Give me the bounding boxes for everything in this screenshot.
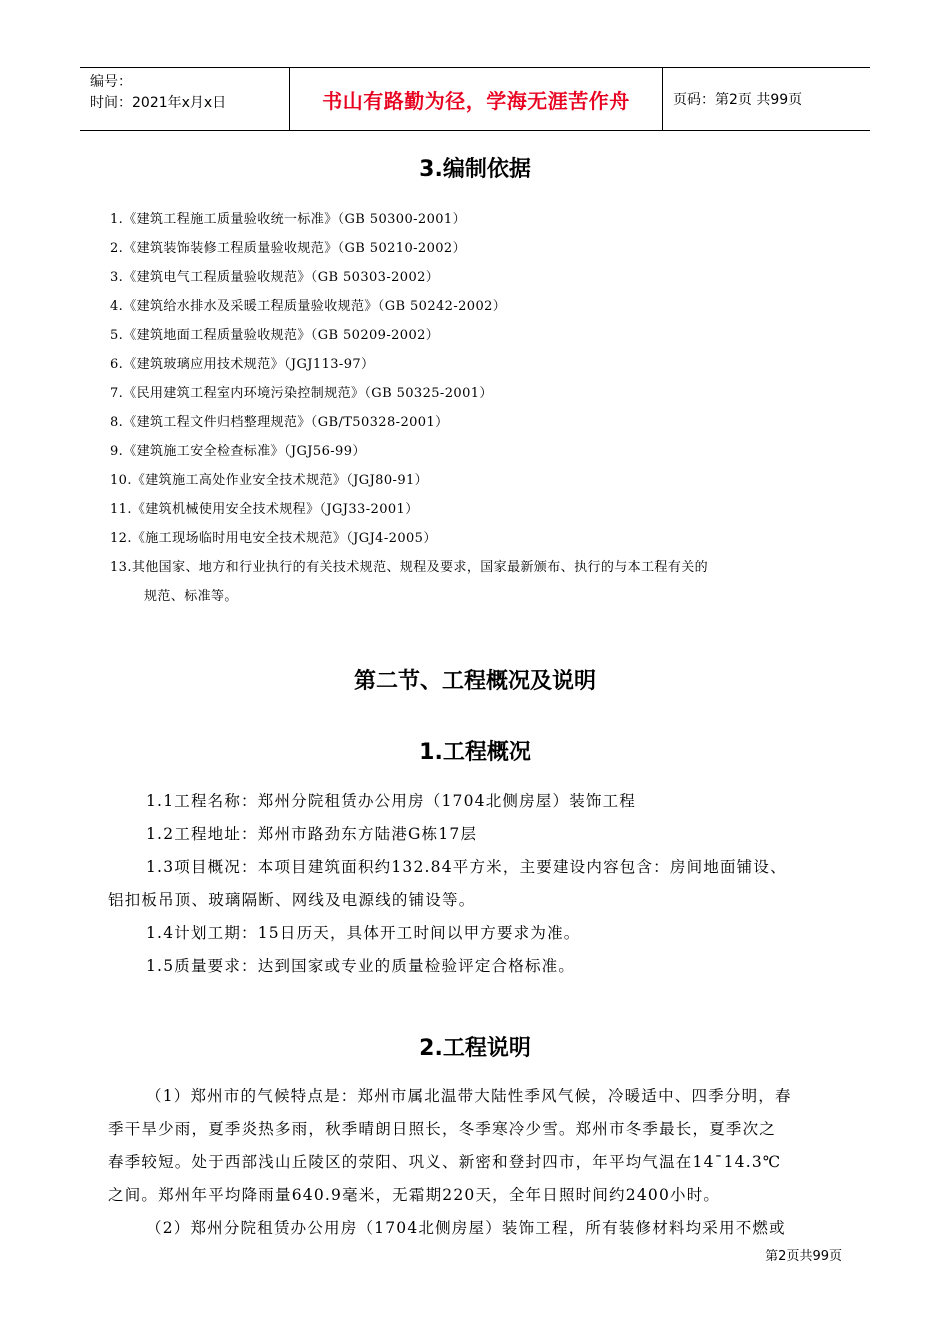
reference-list xyxy=(110,205,850,611)
header-meta xyxy=(80,68,290,130)
climate-line2: 季干旱少雨，夏季炎热多雨，秋季晴朗日照长，冬季寒冷少雪。郑州市冬季最长，夏季次之 xyxy=(108,1120,777,1138)
overview-project-address: 1.2工程地址：郑州市路劲东方陆港G栋17层 xyxy=(146,825,478,843)
subsection-title-overview: 1.工程概况 xyxy=(419,740,531,765)
header-page-label: 页码：第2页 共99页 xyxy=(673,92,803,108)
time-label: 时间：2021年x月x日 xyxy=(90,95,227,111)
climate-line3: 春季较短。处于西部浅山丘陵区的荥阳、巩义、新密和登封四市，年平均气温在14¯14.3℃ xyxy=(108,1153,782,1171)
reference-13-line2: 规范、标准等。 xyxy=(144,589,238,604)
reference-item-13 xyxy=(110,553,850,611)
subsection-title-description: 2.工程说明 xyxy=(419,1036,531,1061)
overview-project-summary-line1: 1.3项目概况：本项目建筑面积约132.84平方米，主要建设内容包含：房间地面铺设、 xyxy=(146,858,787,876)
climate-line1: （1）郑州市的气候特点是：郑州市属北温带大陆性季风气候，冷暖适中、四季分明，春 xyxy=(146,1087,792,1105)
overview-schedule: 1.4计划工期：15日历天，具体开工时间以甲方要求为准。 xyxy=(146,924,581,942)
header-motto: 书山有路勤为径，学海无涯苦作舟 xyxy=(290,68,663,130)
reference-item: 6.《建筑玻璃应用技术规范》（JGJ113-97） xyxy=(110,357,375,372)
reference-item: 5.《建筑地面工程质量验收规范》（GB 50209-2002） xyxy=(110,328,440,343)
reference-item: 1.《建筑工程施工质量验收统一标准》（GB 50300-2001） xyxy=(110,212,467,227)
page-footer: 第2页共99页 xyxy=(765,1249,842,1264)
reference-item: 12.《施工现场临时用电安全技术规范》（JGJ4-2005） xyxy=(110,531,437,546)
overview-project-name: 1.1工程名称：郑州分院租赁办公用房（1704北侧房屋）装饰工程 xyxy=(146,792,636,810)
overview-project-summary-line2: 铝扣板吊顶、玻璃隔断、网线及电源线的铺设等。 xyxy=(108,891,476,909)
section-title-overview-and-description: 第二节、工程概况及说明 xyxy=(353,669,596,694)
reference-item: 10.《建筑施工高处作业安全技术规范》（JGJ80-91） xyxy=(110,473,429,488)
climate-line4: 之间。郑州年平均降雨量640.9毫米，无霜期220天，全年日照时间约2400小时。 xyxy=(108,1186,721,1204)
materials-line1: （2）郑州分院租赁办公用房（1704北侧房屋）装饰工程，所有装修材料均采用不燃或 xyxy=(146,1219,786,1237)
reference-item: 7.《民用建筑工程室内环境污染控制规范》（GB 50325-2001） xyxy=(110,386,493,401)
reference-item: 4.《建筑给水排水及采暖工程质量验收规范》（GB 50242-2002） xyxy=(110,299,507,314)
overview-body xyxy=(108,785,853,983)
number-label: 编号： xyxy=(90,74,132,90)
reference-item: 9.《建筑施工安全检查标准》（JGJ56-99） xyxy=(110,444,366,459)
reference-item: 8.《建筑工程文件归档整理规范》（GB/T50328-2001） xyxy=(110,415,449,430)
description-body xyxy=(108,1080,853,1245)
reference-13-line1: 13.其他国家、地方和行业执行的有关技术规范、规程及要求，国家最新颁布、执行的与本工程有关的 xyxy=(110,560,709,575)
reference-item: 2.《建筑装饰装修工程质量验收规范》（GB 50210-2002） xyxy=(110,241,467,256)
reference-item: 3.《建筑电气工程质量验收规范》（GB 50303-2002） xyxy=(110,270,440,285)
reference-item: 11.《建筑机械使用安全技术规程》（JGJ33-2001） xyxy=(110,502,419,517)
section-title-basis: 3.编制依据 xyxy=(419,157,531,182)
overview-quality: 1.5质量要求：达到国家或专业的质量检验评定合格标准。 xyxy=(146,957,576,975)
page-header xyxy=(80,67,870,131)
